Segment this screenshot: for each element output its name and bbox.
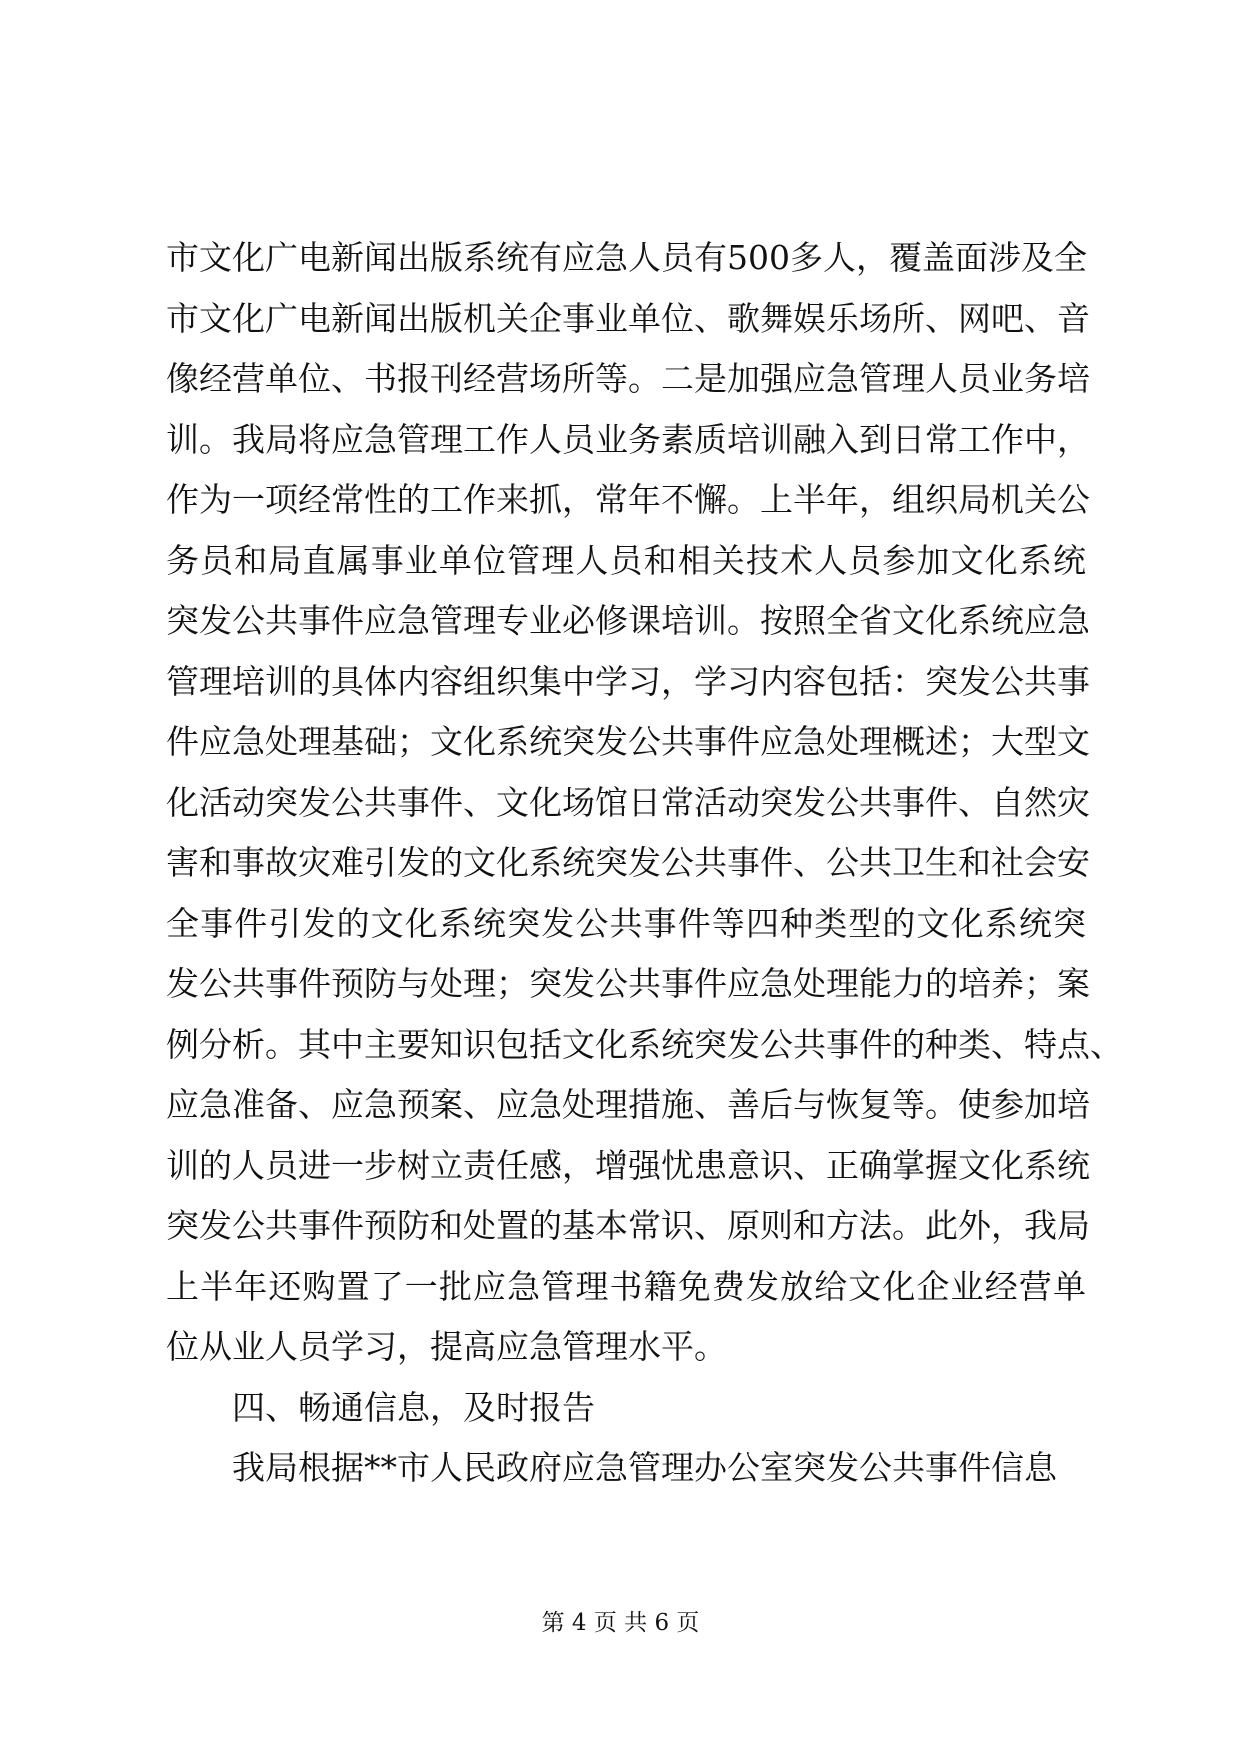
text-line: 例分析。其中主要知识包括文化系统突发公共事件的种类、特点、: [166, 1024, 1123, 1064]
text-line: 位从业人员学习，提高应急管理水平。: [166, 1327, 727, 1366]
text-line: 害和事故灾难引发的文化系统突发公共事件、公共卫生和社会安: [166, 843, 1090, 882]
text-line: 突发公共事件预防和处置的基本常识、原则和方法。此外，我局: [166, 1206, 1090, 1245]
text-line: 突发公共事件应急管理专业必修课培训。按照全省文化系统应急: [166, 601, 1090, 640]
section-heading: 四、畅通信息，及时报告: [232, 1387, 595, 1427]
text-line: 市文化广电新闻出版机关企事业单位、歌舞娱乐场所、网吧、音: [166, 298, 1090, 338]
text-line: 化活动突发公共事件、文化场馆日常活动突发公共事件、自然灾: [166, 782, 1090, 822]
text-line: 件应急处理基础；文化系统突发公共事件应急处理概述；大型文: [166, 722, 1090, 761]
text-line: 应急准备、应急预案、应急处理措施、善后与恢复等。使参加培: [166, 1085, 1090, 1124]
text-line: 训的人员进一步树立责任感，增强忧患意识、正确掌握文化系统: [166, 1145, 1090, 1185]
text-line: 上半年还购置了一批应急管理书籍免费发放给文化企业经营单: [166, 1266, 1086, 1306]
text-line: 训。我局将应急管理工作人员业务素质培训融入到日常工作中，: [166, 419, 1090, 459]
text-line: 务员和局直属事业单位管理人员和相关技术人员参加文化系统: [166, 540, 1086, 580]
text-line: 管理培训的具体内容组织集中学习，学习内容包括：突发公共事: [166, 661, 1090, 701]
text-line: 市文化广电新闻出版系统有应急人员有500多人，覆盖面涉及全: [166, 238, 1087, 277]
text-line: 全事件引发的文化系统突发公共事件等四种类型的文化系统突: [166, 903, 1086, 943]
body-text: [166, 228, 1123, 1499]
paragraph-start-line: 我局根据**市人民政府应急管理办公室突发公共事件信息: [232, 1448, 1057, 1487]
text-line: 作为一项经常性的工作来抓，常年不懈。上半年，组织局机关公: [166, 480, 1090, 519]
text-line: 发公共事件预防与处理；突发公共事件应急处理能力的培养；案: [166, 964, 1090, 1003]
page-number-footer: 第 4 页 共 6 页: [541, 1610, 700, 1636]
text-line: 像经营单位、书报刊经营场所等。二是加强应急管理人员业务培: [166, 359, 1090, 398]
